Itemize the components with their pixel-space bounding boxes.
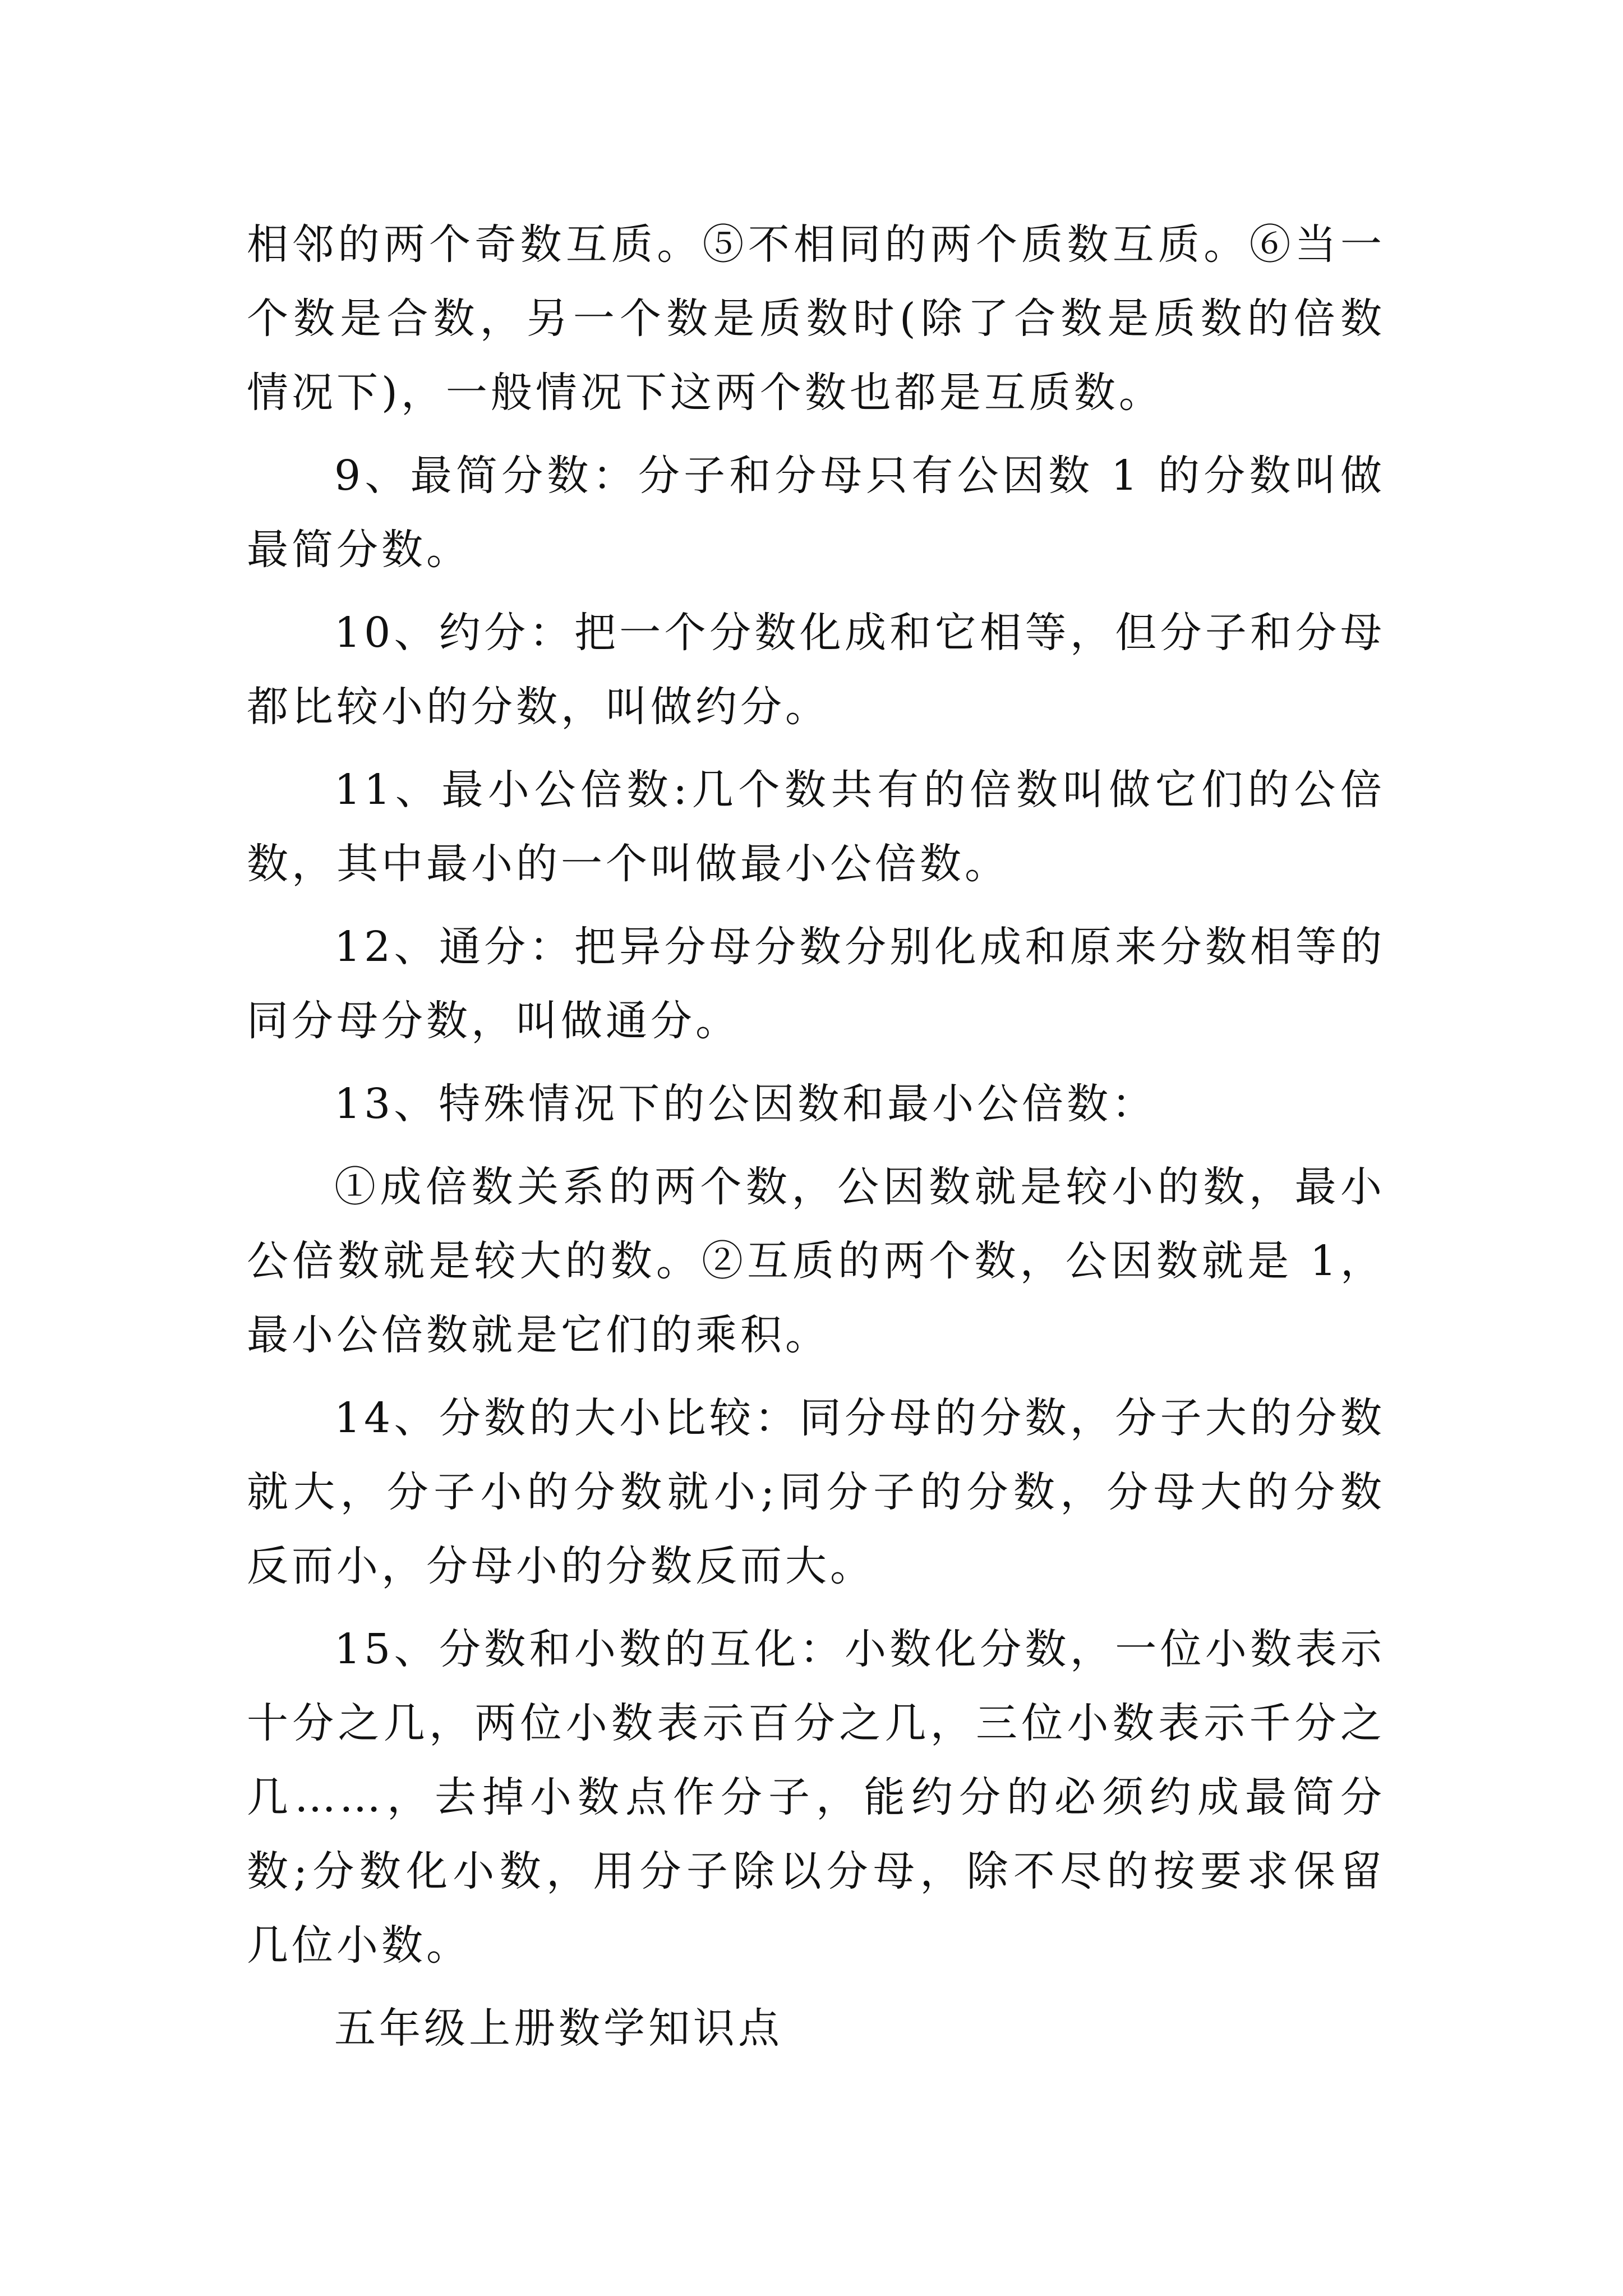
paragraph-special-cases: ①成倍数关系的两个数，公因数就是较小的数，最小公倍数就是较大的数。②互质的两个数，公因数就是 1，最小公倍数就是它们的乘积。 [247,1163,1385,1359]
section-heading: 五年级上册数学知识点 [334,2004,783,2053]
paragraph-reduction: 10、约分：把一个分数化成和它相等，但分子和分母都比较小的分数，叫做约分。 [247,609,1385,731]
paragraph-common-denominator: 12、通分：把异分母分数分别化成和原来分数相等的同分母分数，叫做通分。 [247,923,1385,1045]
paragraph-simplest-fraction: 9、最简分数：分子和分母只有公因数 1 的分数叫做最简分数。 [247,452,1385,574]
paragraph-special-cases-title: 13、特殊情况下的公因数和最小公倍数： [334,1080,1157,1128]
paragraph-fraction-comparison: 14、分数的大小比较：同分母的分数，分子大的分数就大，分子小的分数就小;同分子的分数，分母大的分数反而小，分母小的分数反而大。 [247,1394,1385,1590]
paragraph-lcm: 11、最小公倍数:几个数共有的倍数叫做它们的公倍数，其中最小的一个叫做最小公倍数。 [247,766,1385,888]
paragraph-fraction-decimal-conversion: 15、分数和小数的互化：小数化分数，一位小数表示十分之几，两位小数表示百分之几，三位小数表示千分之几……，去掉小数点作分子，能约分的必须约成最简分数;分数化小数，用分子除以分母，除不尽的按要求保留几位小数。 [247,1625,1385,1970]
document-body [247,208,1385,2074]
paragraph-coprime-rules: 相邻的两个奇数互质。⑤不相同的两个质数互质。⑥当一个数是合数，另一个数是质数时(除了合数是质数的倍数情况下)，一般情况下这两个数也都是互质数。 [247,220,1385,417]
